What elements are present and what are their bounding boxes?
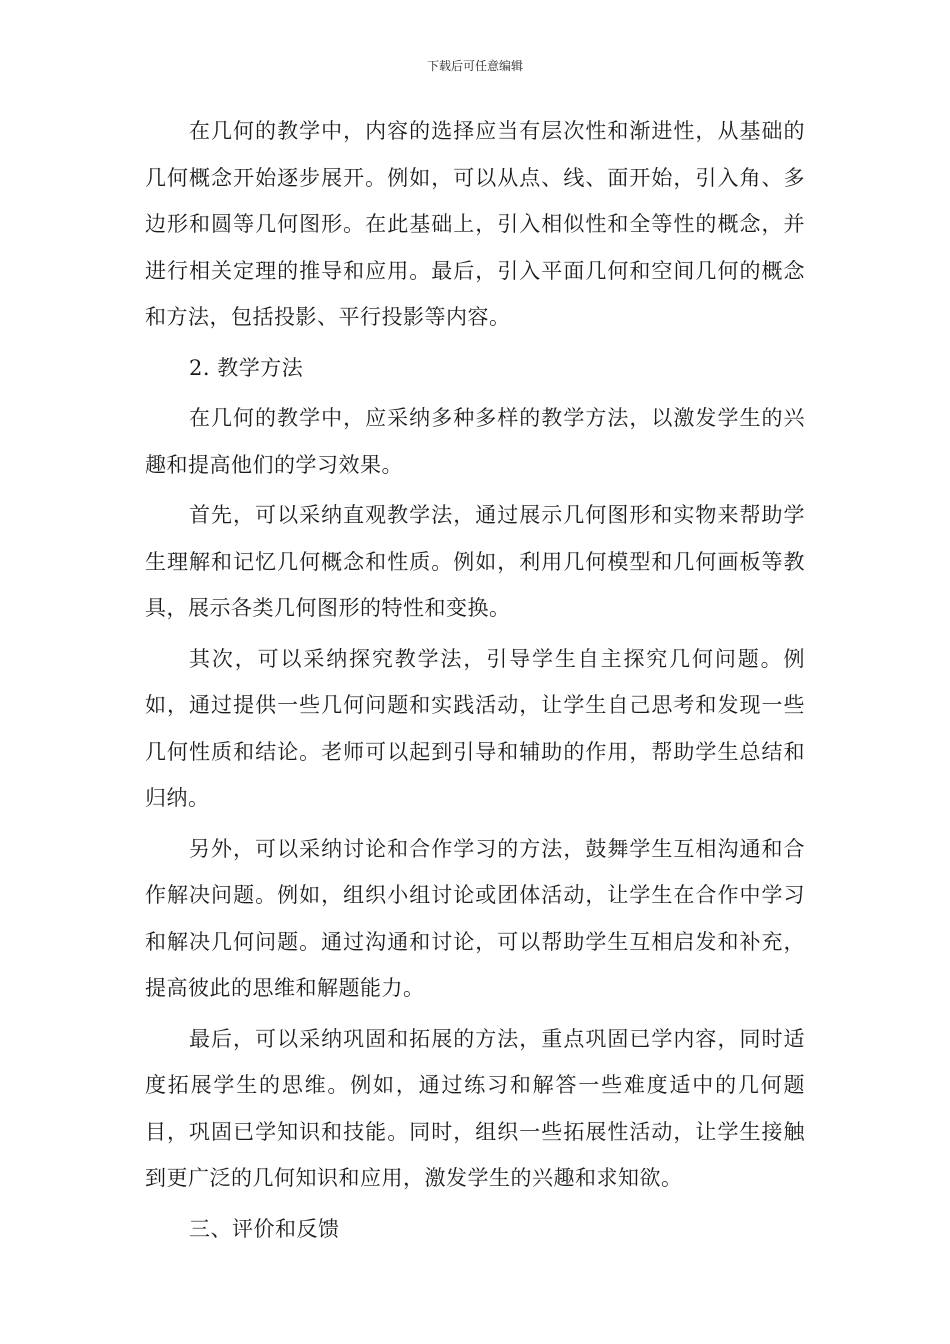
paragraph-consolidation-extension: 最后，可以采纳巩固和拓展的方法，重点巩固已学内容，同时适度拓展学生的思维。例如，通过练习和解答一些难度适中的几何题目，巩固已学知识和技能。同时，组织一些拓展性活动，让学生接触到更广泛的几何知识和应用，激发学生的兴趣和求知欲。 [145, 1026, 805, 1190]
paragraph-methods-intro: 在几何的教学中，应采纳多种多样的教学方法，以激发学生的兴趣和提高他们的学习效果。 [145, 406, 805, 477]
paragraph-intuitive-teaching: 首先，可以采纳直观教学法，通过展示几何图形和实物来帮助学生理解和记忆几何概念和性质。例如，利用几何模型和几何画板等教具，展示各类几何图形的特性和变换。 [145, 503, 805, 620]
section-heading-teaching-methods: 2. 教学方法 [189, 355, 304, 380]
section-heading-evaluation-feedback: 三、评价和反馈 [189, 1216, 340, 1241]
paragraph-content-selection: 在几何的教学中，内容的选择应当有层次性和渐进性，从基础的几何概念开始逐步展开。例如，可以从点、线、面开始，引入角、多边形和圆等几何图形。在此基础上，引入相似性和全等性的概念，并进行相关定理的推导和应用。最后，引入平面几何和空间几何的概念和方法，包括投影、平行投影等内容。 [145, 119, 805, 329]
page-header-note: 下载后可任意编辑 [426, 59, 523, 73]
paragraph-cooperative-learning: 另外，可以采纳讨论和合作学习的方法，鼓舞学生互相沟通和合作解决问题。例如，组织小组讨论或团体活动，让学生在合作中学习和解决几何问题。通过沟通和讨论，可以帮助学生互相启发和补充，提高彼此的思维和解题能力。 [145, 836, 805, 1000]
document-body [145, 108, 805, 1252]
paragraph-inquiry-teaching: 其次，可以采纳探究教学法，引导学生自主探究几何问题。例如，通过提供一些几何问题和实践活动，让学生自己思考和发现一些几何性质和结论。老师可以起到引导和辅助的作用，帮助学生总结和归纳。 [145, 646, 805, 810]
